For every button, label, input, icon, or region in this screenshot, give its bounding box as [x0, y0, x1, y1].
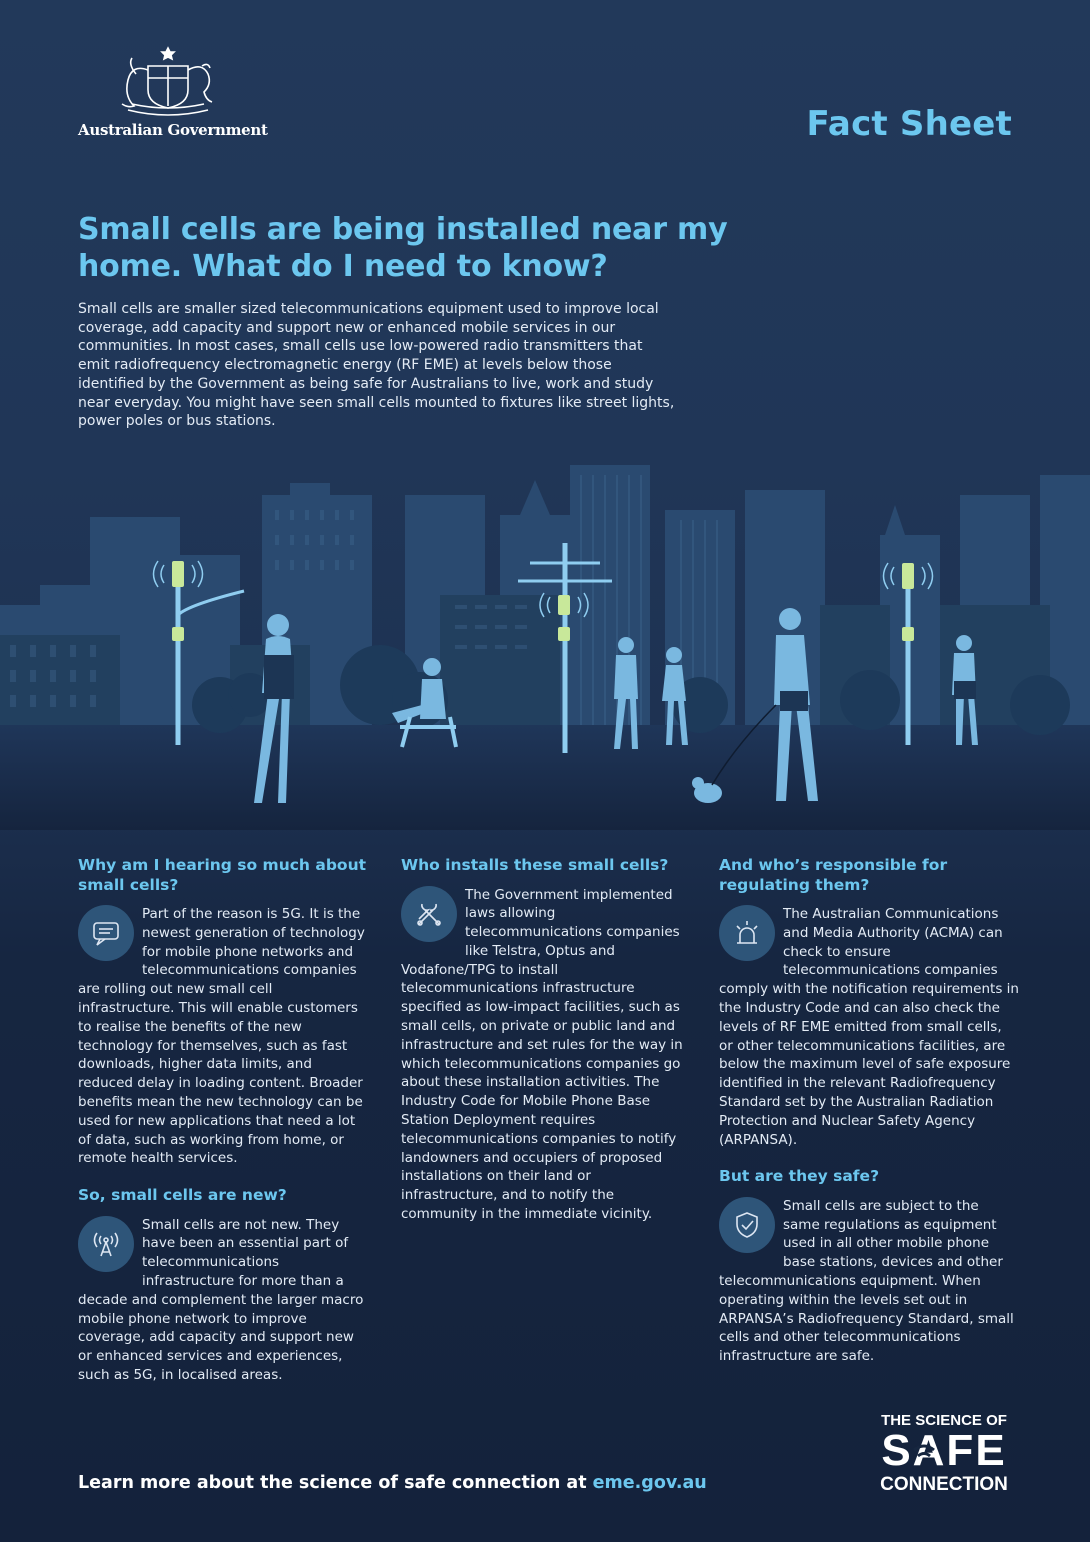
column-left [78, 856, 366, 1385]
regulating-section-body: The Australian Communications and Media Authority (ACMA) can check to ensure telecommunications companies comply with the notification requirements in the Industry Code and can also check the levels of RF EME emitted from small cells, or other telecommunications facilities, are below the maximum level of safe exposure identified in the relevant Radiofrequency Standard set by the Australian Radiation Protection and Nuclear Safety Agency (ARPANSA). [719, 906, 1019, 1148]
column-middle [401, 856, 687, 1224]
regulating-section-title: And who’s responsible for regulating them? [719, 856, 948, 894]
chat-bubble-icon [78, 905, 134, 961]
document-type-label: Fact Sheet [806, 104, 1012, 144]
city-street-illustration [0, 455, 1090, 830]
why-section-title: Why am I hearing so much about small cells? [78, 856, 367, 894]
page-title: Small cells are being installed near my home. What do I need to know? [78, 212, 728, 284]
tools-icon [401, 886, 457, 942]
new-section-body: Small cells are not new. They have been an essential part of telecommunications infrastructure for more than a decade and complement the larger macro mobile phone network to improve coverage, add capacity and support new or enhanced services and experiences, such as 5G, in localised areas. [78, 1216, 364, 1384]
who-section-body: The Government implemented laws allowing telecommunications companies like Telstra, Optus and Vodafone/TPG to install telecommunications infrastructure specified as low-impact facilities, such as small cells, on private or public land and infrastructure and set rules for the way in which telecommunications companies go about these installation activities. The Industry Code for Mobile Phone Base Station Deployment requires telecommunications companies to notify landowners and occupiers of proposed installations on their land or infrastructure, and to notify the community in the immediate vicinity. [401, 886, 683, 1223]
intro-paragraph: Small cells are smaller sized telecommunications equipment used to improve local coverage, add capacity and support new or enhanced mobile services in our communities. In most cases, small cells use low-powered radio transmitters that emit radiofrequency electromagnetic energy (RF EME) at levels below those identified by the Government as being safe for Australians to live, work and study near everyday. You might have seen small cells mounted to fixtures like street lights, power poles or bus stations. [78, 301, 675, 430]
antenna-icon [78, 1216, 134, 1272]
who-section-title: Who installs these small cells? [401, 856, 669, 874]
why-section-body: Part of the reason is 5G. It is the newest generation of technology for mobile phone networks and telecommunications companies are rolling out new small cell infrastructure. This will enable customers to realise the benefits of the new technology for themselves, such as fast downloads, higher data limits, and reduced delay in loading content. Broader benefits mean the new technology can be used for new applications that need a lot of data, such as working from home, or remote health services. [78, 906, 365, 1167]
column-right [719, 856, 1019, 1366]
new-section-title: So, small cells are new? [78, 1186, 287, 1205]
coat-of-arms-icon [118, 44, 218, 118]
logo-line3: CONNECTION [880, 1474, 1008, 1495]
logo-line1: THE SCIENCE OF [881, 1412, 1007, 1429]
safe-section-body: Small cells are subject to the same regulations as equipment used in all other mobile phone base stations, devices and other telecommunications equipment. When operating within the levels set out in ARPANSA’s Radiofrequency Standard, small cells and other telecommunications infrastructure are safe. [719, 1197, 1014, 1365]
science-of-safe-connection-logo [872, 1410, 1017, 1495]
footer-text: Learn more about the science of safe connection at [78, 1473, 593, 1493]
government-name: Australian Government [78, 121, 268, 139]
safe-section-title: But are they safe? [719, 1167, 880, 1186]
logo-line2: SAFE [881, 1426, 1007, 1475]
footer-cta [78, 1473, 707, 1493]
alarm-light-icon [719, 905, 775, 961]
shield-check-icon [719, 1197, 775, 1253]
footer-link[interactable]: eme.gov.au [592, 1473, 707, 1493]
